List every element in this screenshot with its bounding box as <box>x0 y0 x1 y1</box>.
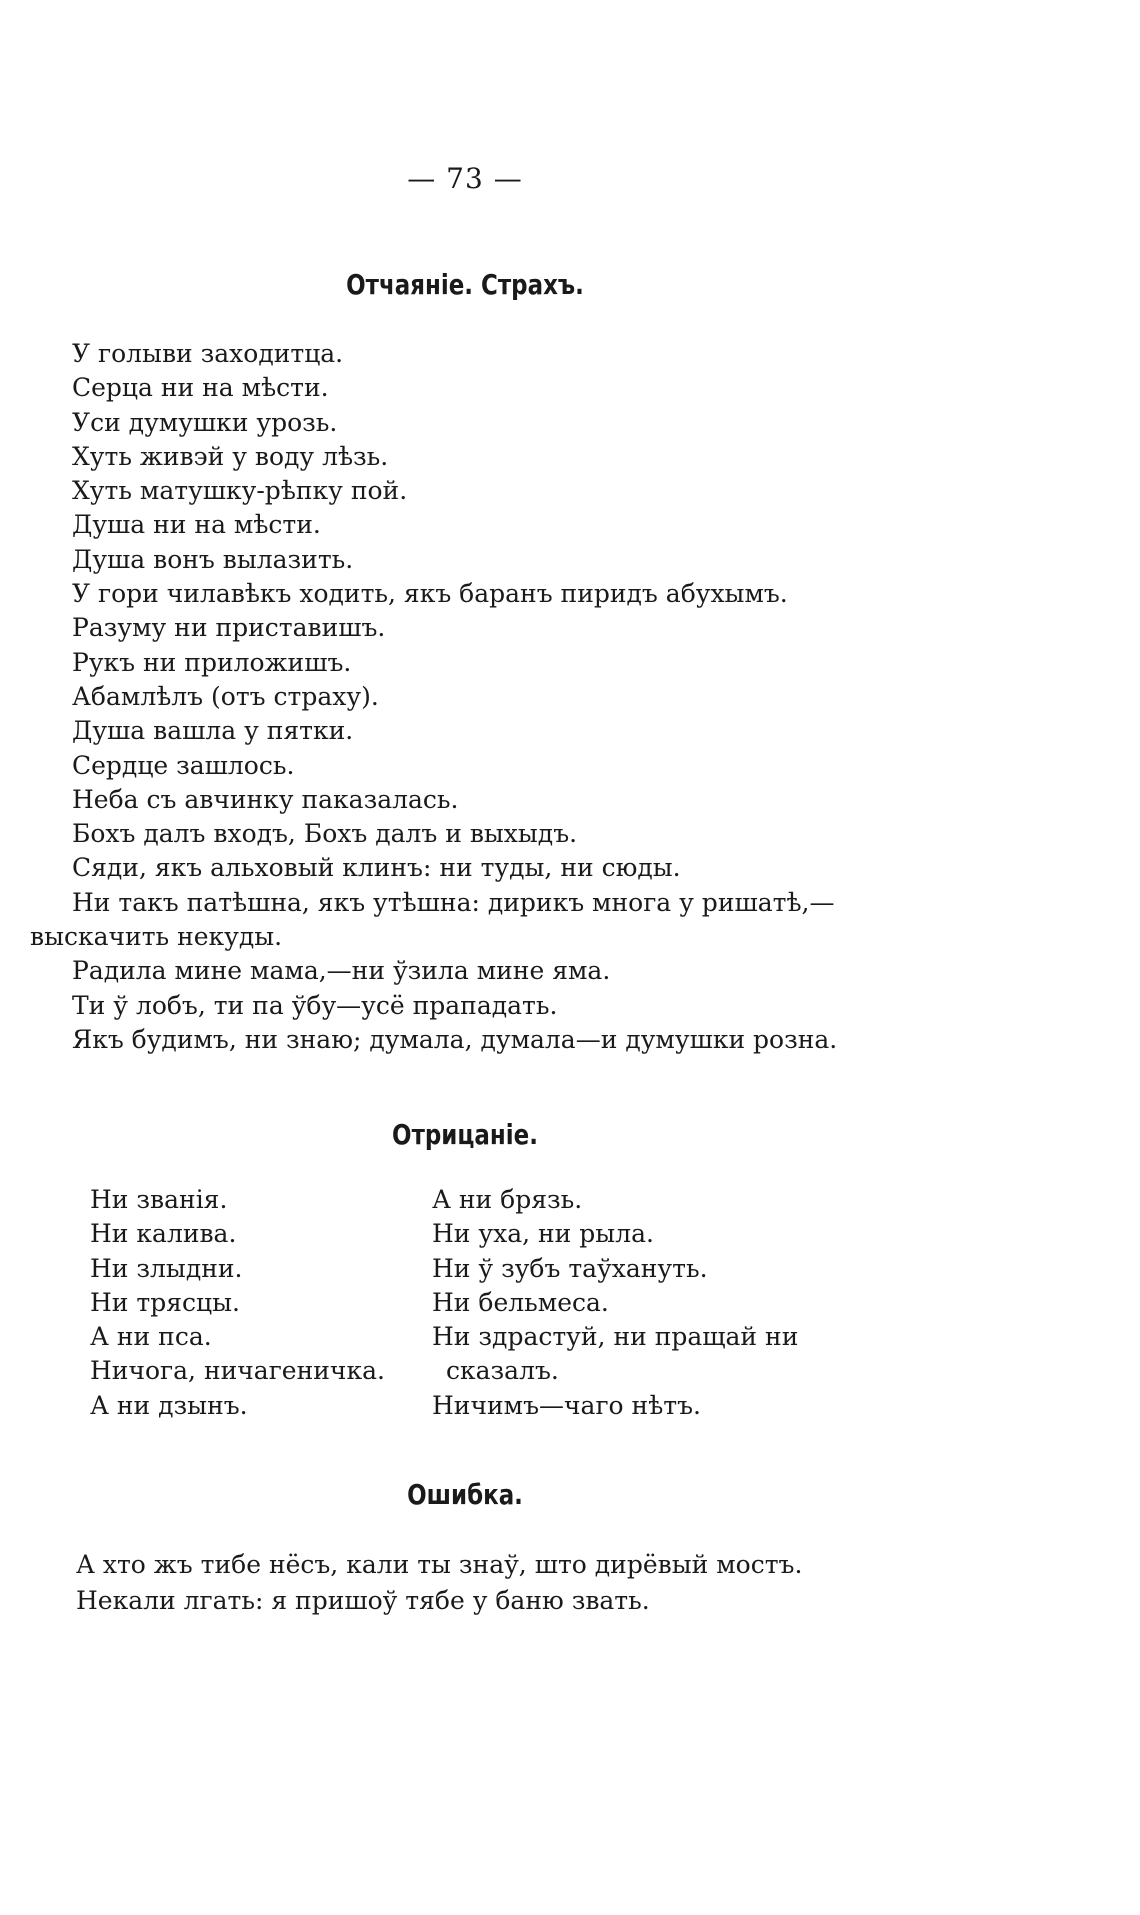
text-line: Душа ни на мѣсти. <box>72 510 321 540</box>
text-line: Душа вашла у пятки. <box>72 716 354 746</box>
text-line: Ни бельмеса. <box>432 1287 609 1317</box>
section-body-mistake <box>76 1547 802 1619</box>
text-line: А ни дзынъ. <box>90 1390 248 1420</box>
page-number: — 73 — <box>407 162 523 195</box>
text-line: У голыви заходитца. <box>72 339 344 368</box>
text-line: Ничимъ—чаго нѣтъ. <box>432 1390 701 1420</box>
text-line: Некали лгать: я пришоў тябе у баню звать. <box>76 1586 650 1615</box>
text-line: Ни уха, ни рыла. <box>432 1219 654 1249</box>
text-line: Хуть живэй у воду лѣзь. <box>72 441 389 471</box>
text-line: Якъ будимъ, ни знаю; думала, думала—и думушки розна. <box>72 1024 838 1054</box>
negation-left-column <box>90 1183 385 1423</box>
text-line: Ни ў зубъ таўхануть. <box>432 1253 708 1283</box>
text-line-continuation: выскачить некуды. <box>30 922 283 952</box>
text-line: Уси думушки урозь. <box>72 407 338 437</box>
section-title-mistake: Ошибка. <box>407 1478 523 1511</box>
section-title-negation: Отрицаніе. <box>392 1118 538 1151</box>
text-line: Ни званія. <box>90 1185 228 1214</box>
negation-right-column <box>432 1183 798 1423</box>
text-line: А ни брязь. <box>432 1185 583 1214</box>
text-line: Ни злыдни. <box>90 1253 243 1283</box>
text-line: Неба съ авчинку паказалась. <box>72 784 459 814</box>
text-line: Абамлѣлъ (отъ страху). <box>72 681 379 711</box>
text-line: А ни пса. <box>90 1322 212 1352</box>
text-line: Душа вонъ вылазить. <box>72 544 354 574</box>
text-line: Серца ни на мѣсти. <box>72 373 329 403</box>
text-line: Радила мине мама,—ни ўзила мине яма. <box>72 956 611 986</box>
section-title-despair: Отчаяніе. Страхъ. <box>346 268 584 301</box>
text-line: Ни здрастуй, ни пращай ни <box>432 1322 799 1352</box>
text-line: Разуму ни приставишъ. <box>72 613 386 643</box>
section-body-despair <box>30 337 838 1057</box>
text-line-continuation: сказалъ. <box>446 1356 559 1386</box>
text-line: Ни такъ патѣшна, якъ утѣшна: дирикъ многа у ришатѣ,— <box>72 887 835 917</box>
text-line: Ни калива. <box>90 1219 237 1249</box>
text-line: А хто жъ тибе нёсъ, кали ты знаў, што дирёвый мостъ. <box>76 1550 803 1579</box>
text-line: Ни трясцы. <box>90 1287 240 1317</box>
text-line: Рукъ ни приложишъ. <box>72 647 352 677</box>
text-line: Бохъ далъ входъ, Бохъ далъ и выхыдъ. <box>72 819 578 849</box>
text-line: Хуть матушку-рѣпку пой. <box>72 476 408 506</box>
text-line: Сердце зашлось. <box>72 750 295 780</box>
text-line: Сяди, якъ альховый клинъ: ни туды, ни сюды. <box>72 853 681 883</box>
text-line: Ничога, ничагеничка. <box>90 1356 385 1386</box>
text-line: У гори чилавѣкъ ходить, якъ баранъ пиридъ абухымъ. <box>72 579 788 609</box>
text-line: Ти ў лобъ, ти па ўбу—усё прападать. <box>72 990 558 1020</box>
